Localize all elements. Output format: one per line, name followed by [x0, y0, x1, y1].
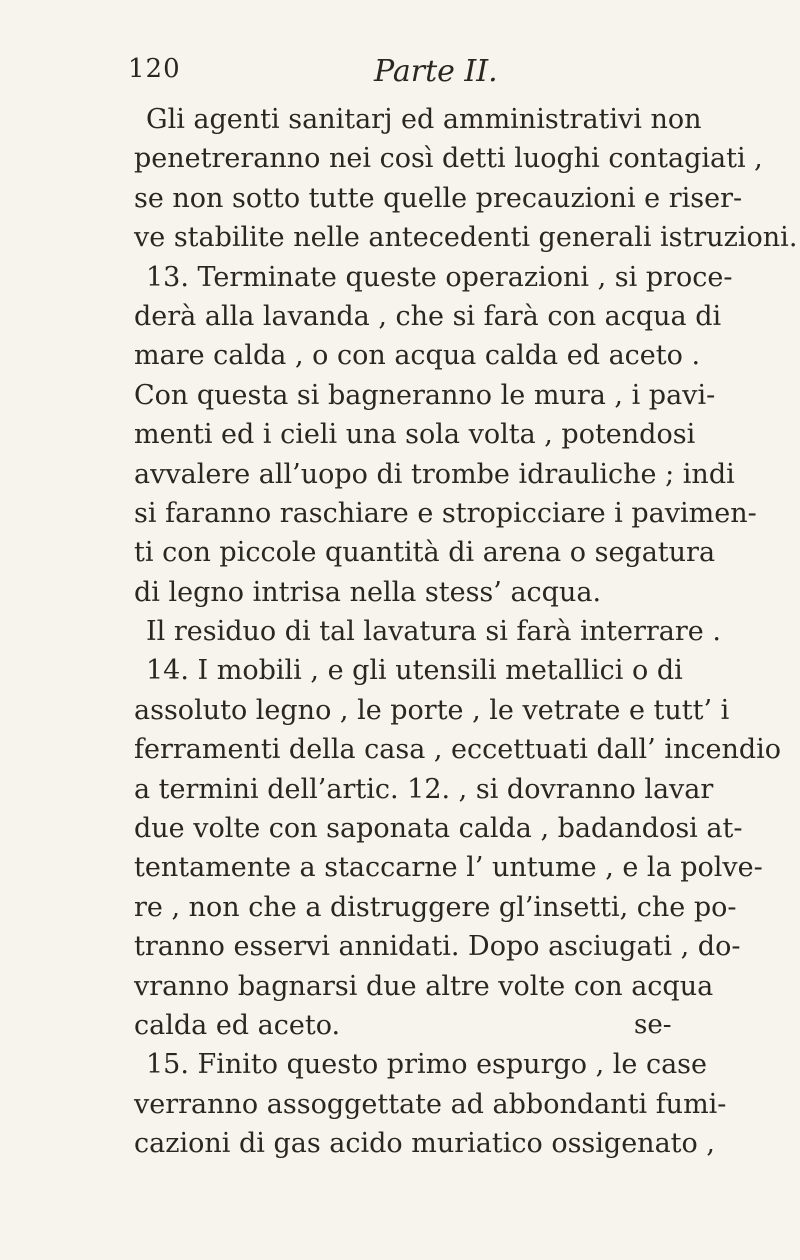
text-line: a termini dell’artic. 12. , si dovranno lavar	[134, 773, 714, 805]
text-line: avvalere all’uopo di trombe idrauliche ; indi	[134, 458, 735, 490]
catchword: se-	[634, 1010, 672, 1040]
text-line: due volte con saponata calda , badandosi at-	[134, 813, 743, 845]
text-line: 13. Terminate queste operazioni , si proce-	[146, 261, 733, 293]
text-line: di legno intrisa nella stess’ acqua.	[134, 576, 602, 608]
text-line: Il residuo di tal lavatura si farà interrare .	[146, 616, 721, 648]
text-line: tranno esservi annidati. Dopo asciugati , do-	[134, 931, 741, 963]
text-line: assoluto legno , le porte , le vetrate e tutt’ i	[134, 694, 730, 726]
text-line: derà alla lavanda , che si farà con acqua di	[134, 300, 722, 332]
body-text	[134, 100, 798, 1164]
text-line: se non sotto tutte quelle precauzioni e riser-	[134, 182, 743, 214]
page-number: 120	[128, 54, 181, 84]
text-line: ferramenti della casa , eccettuati dall’ incendio	[134, 734, 782, 766]
text-line: vranno bagnarsi due altre volte con acqua	[134, 970, 714, 1002]
text-line: cazioni di gas acido muriatico ossigenato ,	[134, 1128, 715, 1160]
running-head: Parte II.	[374, 54, 498, 89]
text-line: tentamente a staccarne l’ untume , e la polve-	[134, 852, 763, 884]
text-line: mare calda , o con acqua calda ed aceto .	[134, 340, 701, 372]
text-line: 14. I mobili , e gli utensili metallici o di	[146, 655, 683, 687]
page-header	[128, 54, 676, 94]
text-line: menti ed i cieli una sola volta , potendosi	[134, 419, 696, 451]
text-line: penetreranno nei così detti luoghi contagiati ,	[134, 143, 763, 175]
text-line: ti con piccole quantità di arena o segatura	[134, 537, 716, 569]
text-line: si faranno raschiare e stropicciare i pavimen-	[134, 497, 757, 529]
text-line: Con questa si bagneranno le mura , i pavi-	[134, 379, 716, 411]
text-line: 15. Finito questo primo espurgo , le case	[146, 1049, 708, 1081]
text-line: verranno assoggettate ad abbondanti fumi-	[134, 1088, 727, 1120]
text-line: ve stabilite nelle antecedenti generali istruzioni.	[134, 222, 798, 254]
text-line: calda ed aceto.	[134, 1009, 341, 1041]
text-line: Gli agenti sanitarj ed amministrativi non	[146, 104, 702, 135]
text-line: re , non che a distruggere gl’insetti, che po-	[134, 891, 737, 923]
